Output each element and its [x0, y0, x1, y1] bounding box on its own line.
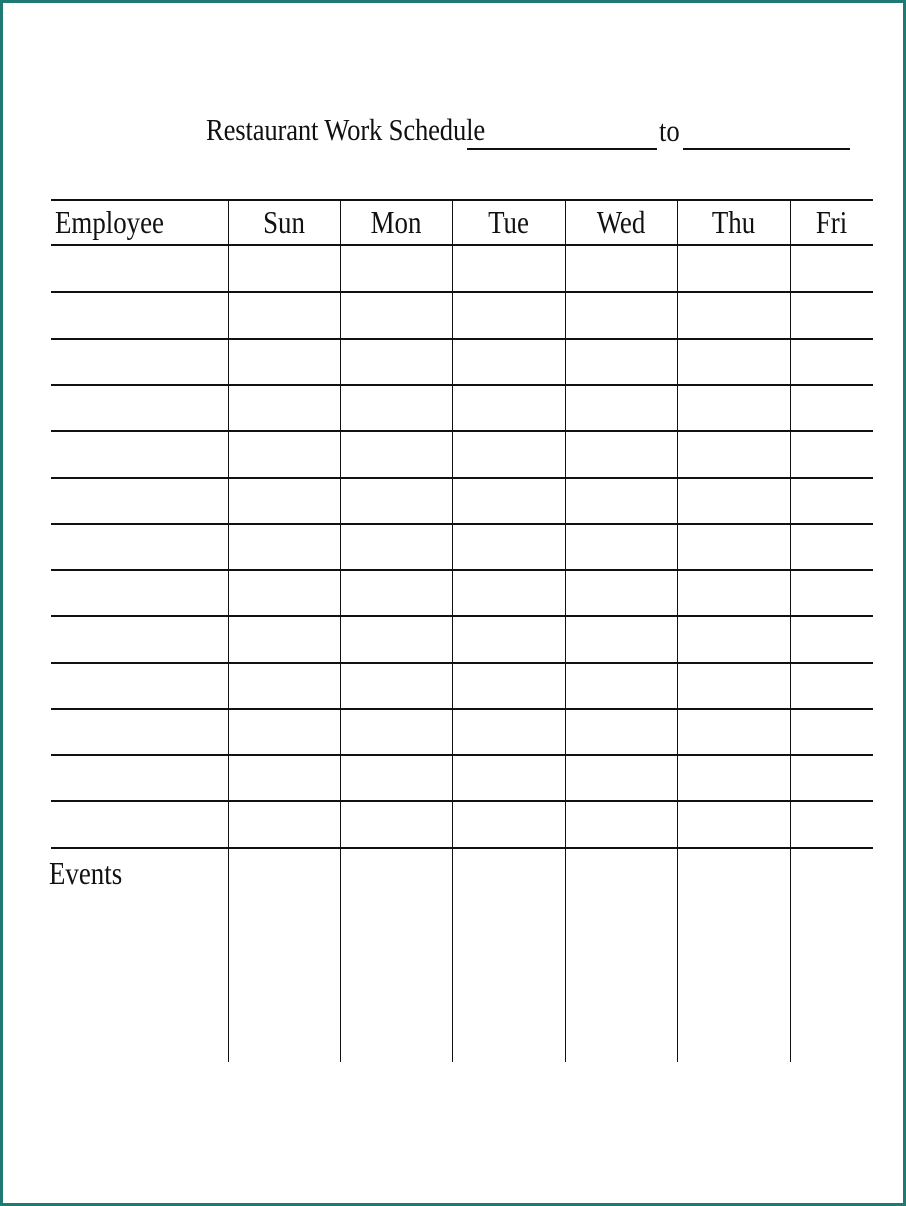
day-header-sun: Sun	[263, 204, 305, 240]
table-row-divider	[51, 477, 873, 479]
table-row-divider	[51, 847, 873, 849]
employee-column-header: Employee	[55, 204, 164, 240]
day-header-wed: Wed	[596, 204, 646, 240]
header-row-divider	[51, 244, 873, 246]
table-row-divider	[51, 708, 873, 710]
day-header-fri: Fri	[815, 204, 848, 240]
table-row-divider	[51, 569, 873, 571]
table-column-divider	[677, 199, 678, 1062]
table-column-divider	[790, 199, 791, 1062]
table-column-divider	[565, 199, 566, 1062]
table-row-divider	[51, 615, 873, 617]
start-date-blank[interactable]	[467, 148, 657, 150]
table-column-divider	[452, 199, 453, 1062]
end-date-blank[interactable]	[683, 148, 850, 150]
table-row-divider	[51, 523, 873, 525]
table-row-divider	[51, 754, 873, 756]
day-header-mon: Mon	[370, 204, 422, 240]
table-row-divider	[51, 800, 873, 802]
table-column-divider	[228, 199, 229, 1062]
table-row-divider	[51, 430, 873, 432]
day-header-tue: Tue	[488, 204, 529, 240]
day-header-thu: Thu	[711, 204, 756, 240]
table-column-divider	[340, 199, 341, 1062]
table-top-border	[51, 199, 873, 201]
date-range-separator: to	[659, 113, 680, 148]
table-row-divider	[51, 291, 873, 293]
table-row-divider	[51, 662, 873, 664]
table-row-divider	[51, 384, 873, 386]
events-label: Events	[49, 855, 123, 891]
table-row-divider	[51, 338, 873, 340]
page-title: Restaurant Work Schedule	[206, 112, 486, 147]
